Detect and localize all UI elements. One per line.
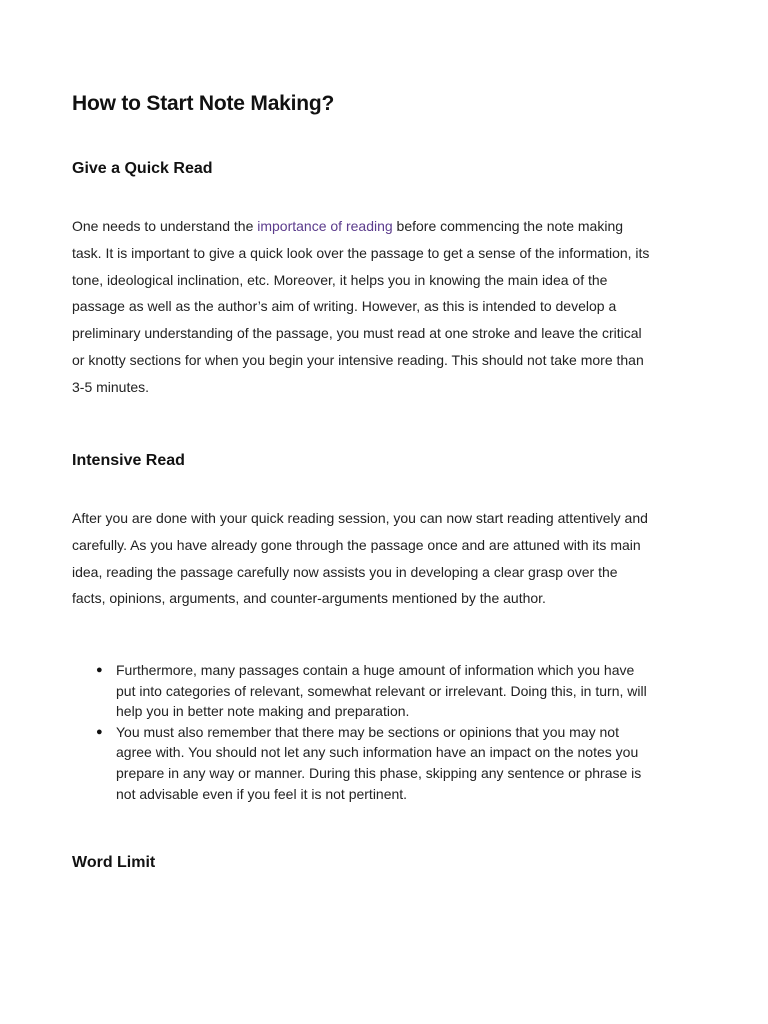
section-heading-quick-read: Give a Quick Read: [72, 160, 213, 177]
paragraph-text: before commencing the note making: [392, 218, 624, 234]
paragraph-line: [72, 213, 702, 240]
list-item-line: put into categories of relevant, somewhat relevant or irrelevant. Doing this, in turn, will: [116, 682, 647, 699]
bullet-icon: ●: [96, 664, 103, 676]
intensive-read-paragraph: [72, 505, 702, 612]
paragraph-line: passage as well as the author’s aim of writing. However, as this is intended to develop a: [72, 298, 617, 315]
paragraph-line: After you are done with your quick reading session, you can now start reading attentively and: [72, 510, 648, 526]
paragraph-line: tone, ideological inclination, etc. Moreover, it helps you in knowing the main idea of the: [72, 271, 608, 288]
list-item-line: You must also remember that there may be sections or opinions that you may not: [116, 723, 619, 740]
paragraph-line: preliminary understanding of the passage, you must read at one stroke and leave the critical: [72, 325, 642, 342]
list-item-line: help you in better note making and preparation.: [116, 703, 410, 720]
list-item-line: agree with. You should not let any such information have an impact on the notes you: [116, 744, 639, 761]
importance-of-reading-link[interactable]: importance of reading: [257, 218, 393, 234]
paragraph-line: task. It is important to give a quick look over the passage to get a sense of the information, its: [72, 244, 650, 261]
list-item: [72, 722, 692, 804]
paragraph-line: idea, reading the passage carefully now assists you in developing a clear grasp over the: [72, 563, 618, 580]
quick-read-paragraph: [72, 213, 702, 401]
bullet-icon: ●: [96, 725, 103, 738]
list-item-line: Furthermore, many passages contain a huge amount of information which you have: [116, 662, 635, 678]
page-title: How to Start Note Making?: [72, 92, 335, 115]
paragraph-line: 3-5 minutes.: [72, 378, 150, 395]
paragraph-line: carefully. As you have already gone through the passage once and are attuned with its main: [72, 536, 641, 553]
section-heading-word-limit: Word Limit: [72, 854, 156, 871]
list-item-line: not advisable even if you feel it is not pertinent.: [116, 785, 408, 802]
list-item-line: prepare in any way or manner. During this phase, skipping any sentence or phrase is: [116, 764, 642, 781]
section-heading-intensive-read: Intensive Read: [72, 452, 185, 469]
paragraph-line: facts, opinions, arguments, and counter-arguments mentioned by the author.: [72, 590, 546, 607]
list-item: [72, 660, 692, 722]
paragraph-line: or knotty sections for when you begin your intensive reading. This should not take more than: [72, 351, 644, 368]
bullet-list: [72, 660, 692, 804]
paragraph-text: One needs to understand the: [72, 218, 258, 234]
